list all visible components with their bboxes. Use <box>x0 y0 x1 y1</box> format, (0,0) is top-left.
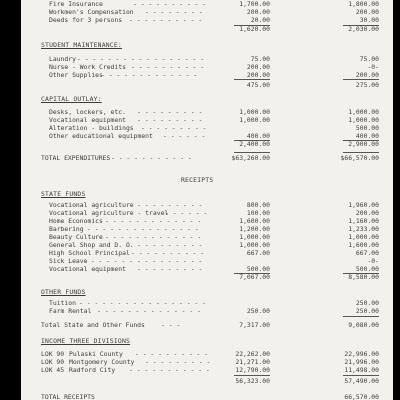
leader-dashes: - - - - - - <box>163 132 206 140</box>
total-col-1: $63,260.00 <box>231 154 270 162</box>
subtotal-col-1: 56,323.00 <box>235 377 270 385</box>
leader-dashes: - - - - - - - - - <box>141 124 207 132</box>
section-heading <box>21 288 393 297</box>
value-col-2: 75.00 <box>359 55 379 63</box>
leader-dashes: - - - - - - - - - <box>137 265 203 273</box>
total-receipts-row <box>21 393 393 400</box>
sum-rule <box>234 375 270 376</box>
row-label: Vocational equipment <box>49 116 126 124</box>
subtotal-row <box>21 273 393 282</box>
leader-dashes: - - - - - - - - - <box>145 358 211 366</box>
subtotal-col-1: 1,620.00 <box>239 25 270 33</box>
row-label: Other educational equipment <box>49 132 153 140</box>
row-label: Workmen's Compensation <box>49 8 134 16</box>
total-col-2: $66,570.00 <box>340 154 379 162</box>
value-col-2: 1,600.00 <box>348 241 379 249</box>
subtotal-col-2: 2,900.00 <box>348 140 379 148</box>
subtotal-row <box>21 377 393 386</box>
value-col-2: 1,233.00 <box>348 225 379 233</box>
total-label: Total State and Other Funds <box>41 321 145 329</box>
section-title: OTHER FUNDS <box>41 288 86 296</box>
leader-dashes: - - - - - - - - - <box>137 201 203 209</box>
value-col-1: 1,000.00 <box>239 108 270 116</box>
row-label: Home Economics <box>49 217 103 225</box>
value-col-2: 1,000.00 <box>348 233 379 241</box>
section-title: STUDENT MAINTENANCE: <box>41 41 122 49</box>
section-heading <box>21 190 393 199</box>
subtotal-col-1: 475.00 <box>246 81 270 89</box>
section-title: CAPITAL OUTLAY: <box>41 95 102 103</box>
value-col-2: 250.00 <box>355 307 379 315</box>
row-label: Laundry <box>49 55 76 63</box>
row-label: High School Principal <box>49 249 130 257</box>
sum-rule <box>234 152 270 153</box>
value-col-1: 1,600.00 <box>239 217 270 225</box>
value-col-2: 11,498.00 <box>344 366 379 374</box>
section-heading <box>21 176 393 185</box>
value-col-2: 200.00 <box>355 71 379 79</box>
table-row <box>21 71 393 80</box>
value-col-1: 1,700.00 <box>239 0 270 8</box>
row-label: Nurse - Work Credits <box>49 63 126 71</box>
value-col-1: 667.00 <box>246 249 270 257</box>
sum-rule <box>343 316 379 317</box>
receipts-title: RECEIPTS <box>181 176 214 184</box>
value-col-1: 1,200.00 <box>239 225 270 233</box>
value-col-2: 21,996.00 <box>344 358 379 366</box>
value-col-1: 1,000.00 <box>239 241 270 249</box>
leader-dashes: - - - - - - - - - - <box>133 0 207 8</box>
value-col-2: 400.00 <box>355 132 379 140</box>
sum-rule <box>343 375 379 376</box>
row-code: LOK 90 <box>41 358 65 366</box>
leader-dashes: - - - - - - - - - - - <box>129 366 210 374</box>
subtotal-col-1: 7,067.00 <box>239 273 270 281</box>
value-col-1: 200.00 <box>246 71 270 79</box>
subtotal-col-2: 275.00 <box>355 81 379 89</box>
value-col-2: 200.00 <box>355 209 379 217</box>
value-col-1: 250.00 <box>246 307 270 315</box>
leader-dashes: - - - - - - - - - - - - - - <box>97 307 201 315</box>
subtotal-col-2: 8,580.00 <box>348 273 379 281</box>
leader-dashes: - - - - - - - - - - <box>135 350 209 358</box>
value-col-2: 250.00 <box>355 299 379 307</box>
value-col-1: 200.00 <box>246 63 270 71</box>
value-col-2: 22,996.00 <box>344 350 379 358</box>
row-label: Barbering <box>49 225 84 233</box>
value-col-1: 21,271.00 <box>235 358 270 366</box>
row-label: Beauty Culture <box>49 233 103 241</box>
row-label: Desks, lockers, etc. <box>49 108 126 116</box>
leader-dashes: - - - - - - - - - - - - - <box>101 71 198 79</box>
value-col-2: 667.00 <box>355 249 379 257</box>
leader-dashes: - - - - - - - - - - - - - - - <box>87 225 199 233</box>
total-col-2: 9,080.00 <box>348 321 379 329</box>
value-col-2: 500.00 <box>355 265 379 273</box>
leader-dashes: - - - - - - - - - <box>137 108 203 116</box>
table-row <box>21 366 393 375</box>
value-col-2: 1,960.00 <box>348 201 379 209</box>
subtotal-row <box>21 140 393 149</box>
value-col-1: 500.00 <box>246 265 270 273</box>
row-label: Radford City <box>69 366 116 374</box>
value-col-1: 1,000.00 <box>239 116 270 124</box>
total-label: TOTAL RECEIPTS <box>41 393 95 400</box>
value-col-2: 30.00 <box>359 16 379 24</box>
total-state-other-row <box>21 321 393 330</box>
row-label: Vocational agriculture - travel <box>49 209 169 217</box>
row-label: General Shop and D. O. <box>49 241 134 249</box>
subtotal-row <box>21 25 393 34</box>
leader-dashes: - - - - - - - - - - - - - - - - - <box>77 55 204 63</box>
table-row <box>21 16 393 25</box>
value-col-2: 1,000.00 <box>348 116 379 124</box>
section-heading <box>21 41 393 50</box>
total-col-2: 66,570.00 <box>344 393 379 400</box>
section-heading <box>21 95 393 104</box>
leader-dashes: - - - - - - - - - - - <box>111 154 192 162</box>
value-col-1: 400.00 <box>246 132 270 140</box>
total-label: TOTAL EXPENDITURES <box>41 154 111 162</box>
row-label: Vocational agriculture <box>49 201 134 209</box>
value-col-2: 1,000.00 <box>348 108 379 116</box>
row-label: Alteration - buildings <box>49 124 134 132</box>
row-label: Fire Insurance <box>49 0 103 8</box>
section-heading <box>21 337 393 346</box>
leader-dashes: - - - <box>161 321 181 329</box>
row-label: Montgomery County <box>69 358 135 366</box>
row-label: Tuition <box>49 299 76 307</box>
leader-dashes: - - - - - - - - - - <box>131 63 205 71</box>
leader-dashes: - - - - - - - - <box>145 8 203 16</box>
sum-rule <box>343 152 379 153</box>
subtotal-col-2: 2,030.00 <box>348 25 379 33</box>
leader-dashes: - - - - - - <box>165 209 208 217</box>
total-expenditures-row <box>21 154 393 163</box>
sum-rule <box>343 79 379 80</box>
value-col-2: 1,800.00 <box>348 0 379 8</box>
table-row <box>21 307 393 316</box>
leader-dashes: - - - - - - - - - - <box>131 249 205 257</box>
row-label: Deeds for 3 persons <box>49 16 123 24</box>
subtotal-row <box>21 81 393 90</box>
value-col-1: 200.00 <box>246 8 270 16</box>
subtotal-col-1: 2,400.00 <box>239 140 270 148</box>
value-col-1: 75.00 <box>250 55 270 63</box>
value-col-1: 1,000.00 <box>239 233 270 241</box>
value-col-2: 1,160.00 <box>348 217 379 225</box>
value-col-2: -0- <box>367 63 379 71</box>
row-label: Pulaski County <box>69 350 123 358</box>
row-label: Other Supplies <box>49 71 103 79</box>
value-col-2: -0- <box>367 257 379 265</box>
budget-page <box>21 0 393 400</box>
row-code: LOK 90 <box>41 350 65 358</box>
subtotal-col-2: 57,490.00 <box>344 377 379 385</box>
value-col-2: 200.00 <box>355 8 379 16</box>
row-label: Sick Leave <box>49 257 88 265</box>
value-col-1: 22,262.00 <box>235 350 270 358</box>
total-col-1: 7,317.00 <box>239 321 270 329</box>
value-col-1: 100.00 <box>246 209 270 217</box>
row-label: Farm Rental <box>49 307 92 315</box>
leader-dashes: - - - - - - - - - <box>137 116 203 124</box>
leader-dashes: - - - - - - - - - - - - - <box>105 217 202 225</box>
leader-dashes: - - - - - - - - - - - - - - - - <box>83 257 203 265</box>
row-code: LOK 45 <box>41 366 65 374</box>
sum-rule <box>234 79 270 80</box>
value-col-1: 12,790.00 <box>235 366 270 374</box>
value-col-2: 500.00 <box>355 124 379 132</box>
value-col-1: 20.00 <box>250 16 270 24</box>
leader-dashes: - - - - - - - - - - - - - <box>105 233 202 241</box>
leader-dashes: - - - - - - - - - - <box>129 16 203 24</box>
section-title: STATE FUNDS <box>41 190 86 198</box>
leader-dashes: - - - - - - - - - <box>137 241 203 249</box>
value-col-1: 800.00 <box>246 201 270 209</box>
leader-dashes: - - - - - - - - - - - - - - - - - <box>79 299 206 307</box>
section-title: INCOME THREE DIVISIONS <box>41 337 131 345</box>
row-label: Vocational equipment <box>49 265 126 273</box>
